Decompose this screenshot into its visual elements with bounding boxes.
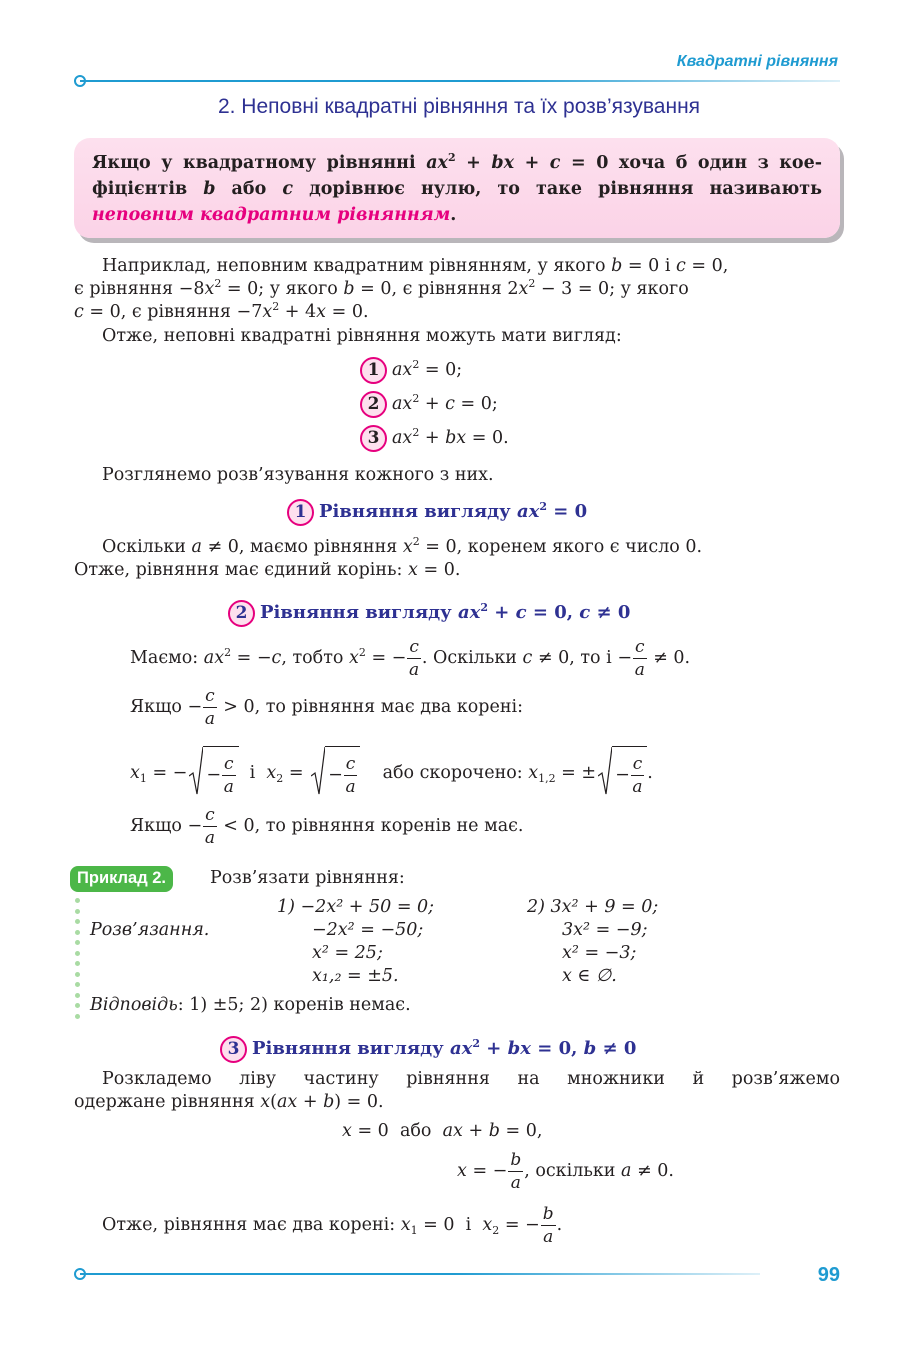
case-2-no-roots: Якщо − $\frac{c}{a}$ < 0, то рівняння коренів не має. bbox=[130, 804, 524, 848]
example-badge: Приклад 2. bbox=[70, 866, 173, 892]
example-col2-row1: 2) 3x² + 9 = 0; bbox=[527, 897, 659, 917]
case-3-split: x = 0 або ax + b = 0, bbox=[342, 1121, 543, 1141]
form-1: 1 $ax^2 = 0$; bbox=[360, 357, 462, 384]
case-2-two-roots: Якщо − $\frac{c}{a}$ > 0, то рівняння має два корені: bbox=[130, 685, 524, 729]
intro-paragraph: Наприклад, неповним квадратним рівнянням, у якого b = 0 і c = 0, є рівняння $-8x^2 = 0$; у якого b = 0, є рівняння $2x^2 - 3 = 0$; у якого c = 0, є рівняння $-7x^2 + 4x = 0$. bbox=[74, 256, 729, 322]
header-rule bbox=[80, 80, 840, 82]
definition-text: Якщо у квадратному рівнянні $ax^2$ + bx + c = 0 хоча б один з коефіцієнтів b або c дорівнює нулю, то таке рівняння називають неповним квадратним рівнянням. bbox=[92, 151, 822, 225]
example-col2-row4: x ∈ ∅. bbox=[562, 966, 617, 986]
case-3-conclusion: Отже, рівняння має два корені: $x_1 = 0$ і $x_2$ = − $\frac{b}{a}$ . bbox=[102, 1203, 563, 1247]
number-badge: 2 bbox=[228, 600, 255, 627]
number-badge: 1 bbox=[360, 357, 387, 384]
example-task: Розв’язати рівняння: bbox=[210, 868, 405, 888]
example-col2-row3: x² = −3; bbox=[562, 943, 637, 963]
form-2: 2 $ax^2 + c = 0$; bbox=[360, 391, 498, 418]
example-col1-row1: 1) −2x² + 50 = 0; bbox=[277, 897, 435, 917]
form-3: 3 $ax^2$ + bx = 0. bbox=[360, 425, 509, 452]
example-col1-row2: −2x² = −50; bbox=[312, 920, 424, 940]
example-col1-row4: x₁,₂ = ±5. bbox=[312, 966, 399, 986]
case-2-have: Маємо: $ax^2 = -c$, тобто $x^2$ = − $\frac{c}{a}$ . Оскільки c ≠ 0, то і − $\frac{c}{a}$ ≠ 0. bbox=[130, 636, 691, 680]
section-title: 2. Неповні квадратні рівняння та їх розв’язування bbox=[217, 95, 701, 118]
definition-box bbox=[74, 138, 840, 238]
footer-rule bbox=[80, 1273, 760, 1275]
case-2-roots-formula: $x_1$ = − − $\frac{c}{a}$ і $x_2$ = − $\frac{c}{a}$ або скорочено: $x_{1,2}$ = ± − $\frac{c}{a}$ . bbox=[130, 746, 653, 801]
definition-highlight: неповним квадратним рівнянням bbox=[92, 205, 451, 225]
case-3-heading: 3 Рівняння вигляду $ax^2$ + bx = 0, b ≠ 0 bbox=[220, 1035, 636, 1063]
consider-text: Розглянемо розв’язування кожного з них. bbox=[102, 465, 494, 485]
case-1-heading: 1 Рівняння вигляду $ax^2 = 0$ bbox=[287, 498, 587, 526]
running-header: Квадратні рівняння bbox=[676, 53, 838, 70]
page-number: 99 bbox=[817, 1264, 840, 1286]
solution-label: Розв’язання. bbox=[90, 920, 210, 940]
case-3-text: Розкладемо ліву частину рівняння на множники й розв’яжемо одержане рівняння x(ax + b) = 0. bbox=[74, 1069, 840, 1112]
case-1-text: Оскільки a ≠ 0, маємо рівняння $x^2 = 0$, коренем якого є число 0. Отже, рівняння має єдиний корінь: x = 0. bbox=[74, 535, 703, 580]
example-col1-row3: x² = 25; bbox=[312, 943, 383, 963]
example-col2-row2: 3x² = −9; bbox=[562, 920, 648, 940]
number-badge: 1 bbox=[287, 499, 314, 526]
number-badge: 2 bbox=[360, 391, 387, 418]
case-2-heading: 2 Рівняння вигляду $ax^2 + c = 0$, c ≠ 0 bbox=[228, 599, 630, 627]
example-answer: Відповідь: 1) ±5; 2) коренів немає. bbox=[90, 995, 411, 1015]
number-badge: 3 bbox=[220, 1036, 247, 1063]
number-badge: 3 bbox=[360, 425, 387, 452]
example-dots bbox=[75, 898, 81, 1024]
case-3-x: x = − $\frac{b}{a}$ , оскільки a ≠ 0. bbox=[457, 1149, 674, 1193]
intro-forms-lead: Отже, неповні квадратні рівняння можуть мати вигляд: bbox=[102, 326, 622, 346]
